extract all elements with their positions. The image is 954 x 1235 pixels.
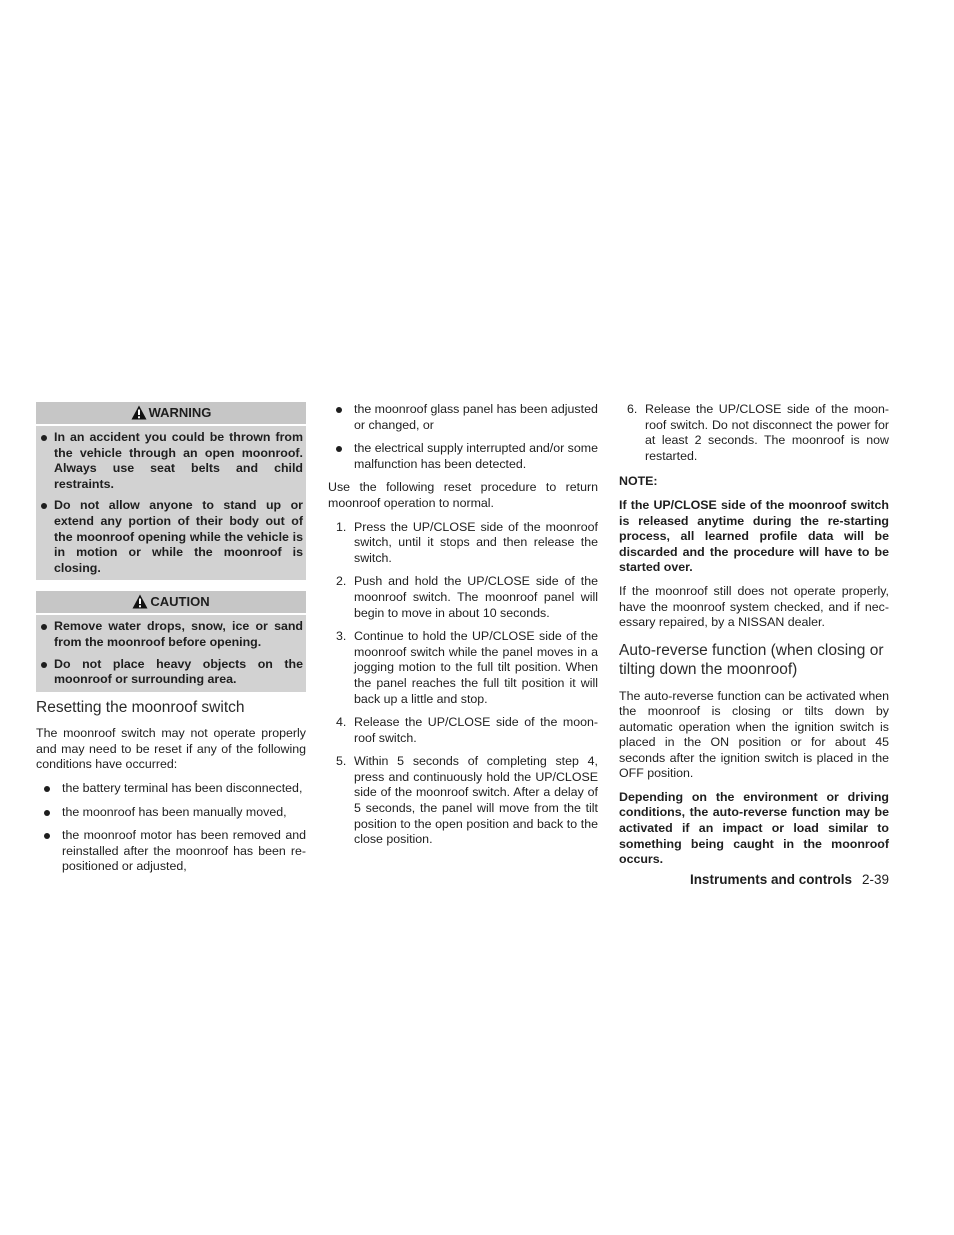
column-1 xyxy=(36,402,306,883)
list-item xyxy=(328,574,598,621)
warning-title: WARNING xyxy=(148,405,212,420)
list-item xyxy=(328,715,598,746)
steps-list-continued xyxy=(619,402,889,464)
warning-item-text: Do not allow anyone to stand up or extend any portion of their body out of the moonroof opening while the vehicle is in motion or while the moonroof is closing. xyxy=(54,498,303,575)
list-item xyxy=(36,498,303,576)
step-text: Within 5 seconds of completing step 4, press and continuously hold the UP/CLOSE side of the moonroof switch. After a delay of 5 seconds, the panel will move from the tilt position to the open position and back to the close position. xyxy=(354,754,598,847)
bullet-icon xyxy=(41,503,47,509)
warning-list xyxy=(36,426,306,580)
step-number: 6. xyxy=(627,402,638,416)
bullet-icon xyxy=(336,446,342,452)
bullet-icon xyxy=(41,662,47,668)
auto-reverse-heading: Auto-reverse function (when closing or tilting down the moonroof) xyxy=(619,641,884,679)
step-number: 1. xyxy=(336,519,347,534)
bullet-icon xyxy=(44,810,50,816)
list-item xyxy=(328,754,598,848)
caution-list xyxy=(36,615,306,691)
condition-text: the electrical supply interrupted and/or some malfunction has been detected. xyxy=(354,441,598,471)
column-2 xyxy=(328,402,598,856)
list-item xyxy=(36,430,303,492)
bullet-icon xyxy=(41,624,47,630)
list-item xyxy=(328,402,598,433)
caution-box xyxy=(36,591,306,691)
column-3 xyxy=(619,402,889,876)
caution-title: CAUTION xyxy=(150,594,210,610)
page-number: 2-39 xyxy=(861,872,889,887)
auto-reverse-warning-text: Depending on the environment or driving conditions, the auto-reverse function may be activated if an impact or load similar to something being caught in the moonroof occurs. xyxy=(619,789,889,867)
warning-icon xyxy=(131,405,147,420)
warning-box xyxy=(36,402,306,580)
list-item xyxy=(36,619,303,650)
list-item xyxy=(36,657,303,688)
condition-text: the moonroof glass panel has been adjusted or changed, or xyxy=(354,402,598,432)
bullet-icon xyxy=(44,786,50,792)
step-number: 2. xyxy=(336,574,347,589)
list-item xyxy=(619,402,889,464)
list-item xyxy=(36,805,306,821)
still-not-working-text: If the moonroof still does not operate properly, have the moonroof system checked, and if nec-essary repaired, by a NISSAN dealer. xyxy=(619,583,889,630)
list-item xyxy=(328,520,598,567)
step-text: Release the UP/CLOSE side of the moon-roof switch. xyxy=(354,715,598,745)
condition-text: the moonroof motor has been removed and reinstalled after the moonroof has been re-positioned or adjusted, xyxy=(62,828,306,874)
step-text: Continue to hold the UP/CLOSE side of the moonroof switch while the panel moves in a jogging motion to the full tilt position. When the panel reaches the full tilt position it will back up a little and stop. xyxy=(354,629,598,706)
note-text: If the UP/CLOSE side of the moonroof switch is released anytime during the re-starting process, all learned profile data will be discarded and the procedure will have to be started over. xyxy=(619,497,889,575)
conditions-list-continued xyxy=(328,402,598,472)
procedure-intro: Use the following reset procedure to return moonroof operation to normal. xyxy=(328,480,598,510)
warning-item-text: In an accident you could be thrown from the vehicle through an open moonroof. Always use seat belts and child restraints. xyxy=(54,430,303,491)
step-text: Release the UP/CLOSE side of the moon-roof switch. Do not disconnect the power for at least 2 seconds. The moonroof is now restarted. xyxy=(645,402,889,463)
caution-item-text: Remove water drops, snow, ice or sand from the moonroof before opening. xyxy=(54,619,303,649)
conditions-list xyxy=(36,781,306,875)
list-item xyxy=(36,781,306,797)
reset-heading: Resetting the moonroof switch xyxy=(36,698,245,716)
bullet-icon xyxy=(336,407,342,413)
condition-text: the battery terminal has been disconnected, xyxy=(62,781,303,795)
note-label: NOTE: xyxy=(619,474,658,489)
page-footer xyxy=(690,872,889,887)
caution-icon xyxy=(132,594,148,609)
list-item xyxy=(328,629,598,707)
bullet-icon xyxy=(41,435,47,441)
list-item xyxy=(36,828,306,875)
caution-header xyxy=(36,591,306,615)
condition-text: the moonroof has been manually moved, xyxy=(62,804,287,819)
step-number: 4. xyxy=(336,715,347,730)
step-number: 5. xyxy=(336,754,347,769)
auto-reverse-text: The auto-reverse function can be activated when the moonroof is closing or tilts down by automatic operation when the ignition switch is placed in the ON position or for about 45 seconds after the ignition switch is placed in the OFF position. xyxy=(619,688,889,781)
steps-list xyxy=(328,520,598,848)
step-text: Press the UP/CLOSE side of the moonroof switch, until it stops and then release the switch. xyxy=(354,519,598,565)
section-title: Instruments and controls xyxy=(689,872,852,887)
caution-item-text: Do not place heavy objects on the moonroof or surrounding area. xyxy=(54,656,303,687)
step-number: 3. xyxy=(336,629,347,644)
step-text: Push and hold the UP/CLOSE side of the moonroof switch. The moonroof panel will begin to move in about 10 seconds. xyxy=(354,574,598,620)
bullet-icon xyxy=(44,833,50,839)
warning-header xyxy=(36,402,306,426)
reset-intro: The moonroof switch may not operate properly and may need to be reset if any of the following conditions have occurred: xyxy=(36,726,306,772)
list-item xyxy=(328,441,598,472)
